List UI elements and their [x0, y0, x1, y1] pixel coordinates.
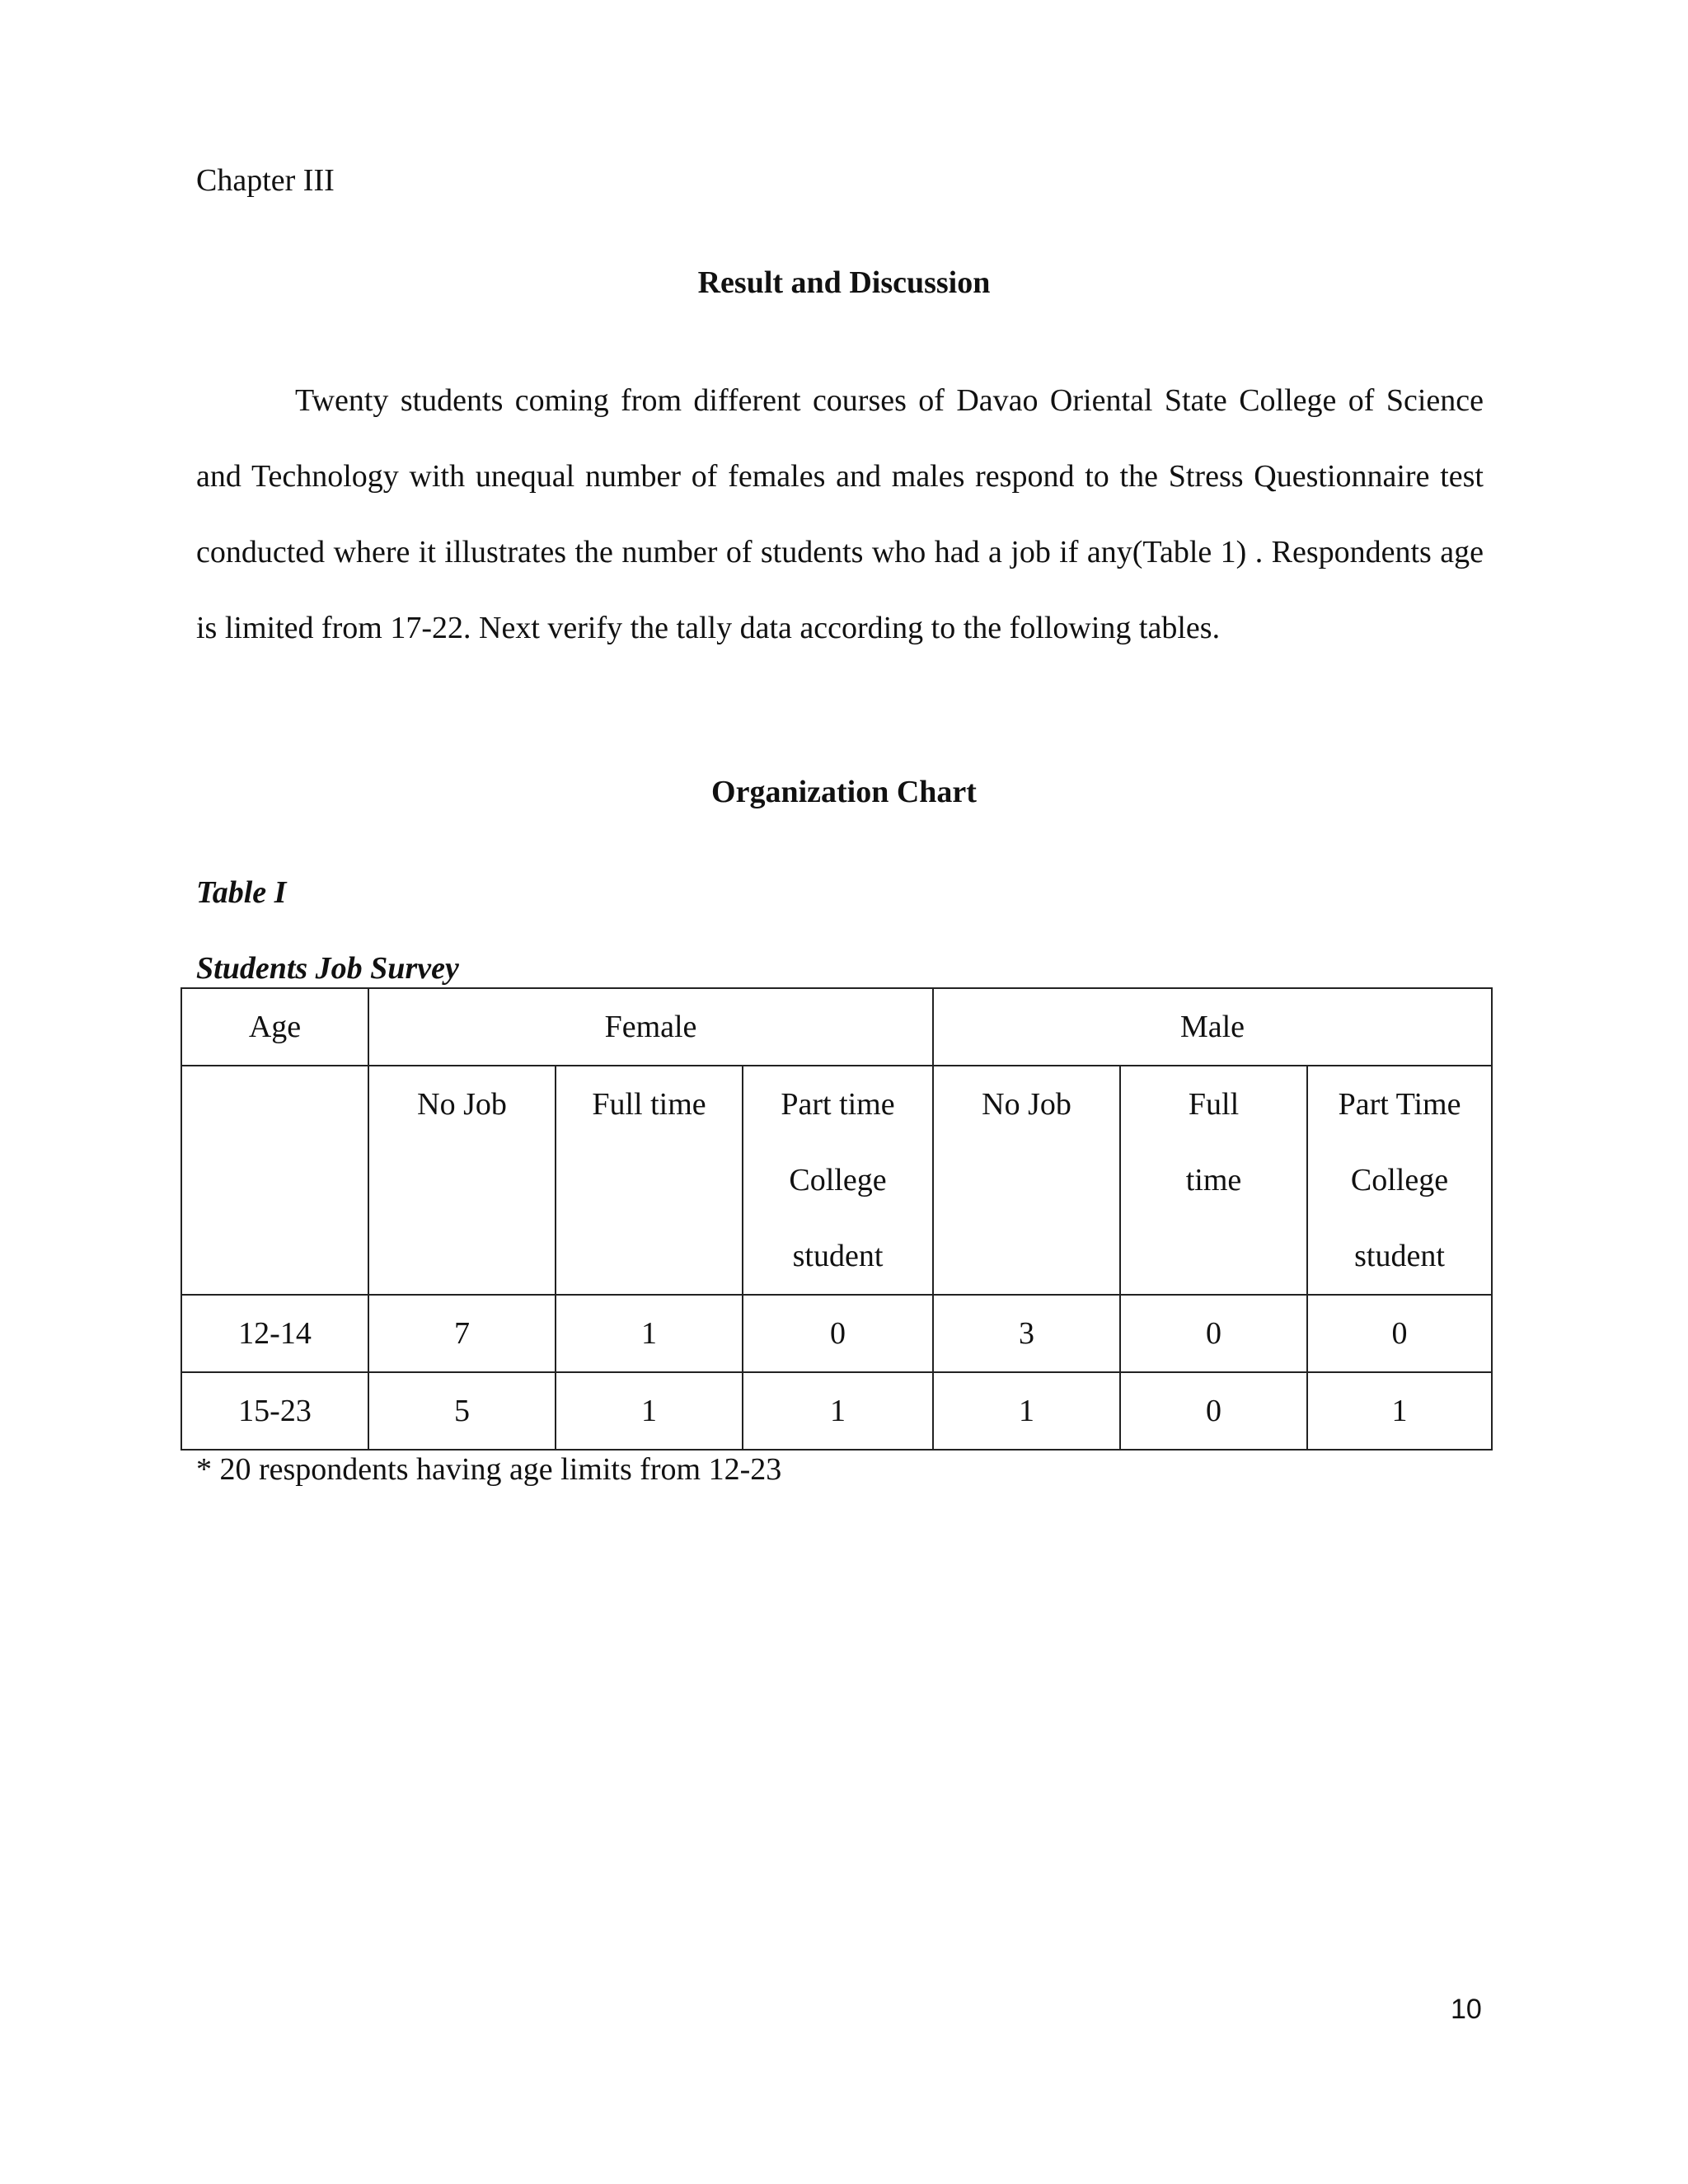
chart-heading: Organization Chart [711, 775, 977, 809]
section-heading: Result and Discussion [697, 265, 991, 300]
header-line: College [1350, 1163, 1449, 1197]
age-header: Age [181, 988, 368, 1066]
header-line: student [1354, 1239, 1445, 1273]
table-cell: 5 [368, 1372, 556, 1450]
header-line: Part time [781, 1087, 895, 1122]
header-line: No Job [982, 1087, 1071, 1122]
table-header-row [181, 988, 1492, 1066]
table-cell: 0 [1307, 1295, 1492, 1372]
header-line: Part Time [1338, 1087, 1461, 1122]
table-cell: 1 [743, 1372, 933, 1450]
page-number: 10 [1451, 1994, 1482, 2025]
table-cell: 1 [556, 1295, 743, 1372]
header-line: College [789, 1163, 887, 1197]
age-cell: 12-14 [181, 1295, 368, 1372]
age-cell: 15-23 [181, 1372, 368, 1450]
table-cell: 0 [1120, 1372, 1307, 1450]
male-header: Male [933, 988, 1492, 1066]
body-paragraph: Twenty students coming from different courses of Davao Oriental State College of Science and Technology with unequal number of females and males respond to the Stress Questionnaire test conducted where it illustrates the number of students who had a job if any(Table 1) . Respondents age is limited from 17-22. Next verify the tally data according to the following tables. [196, 383, 1484, 645]
header-line: Full time [592, 1087, 706, 1122]
male-full-time-header [1120, 1066, 1307, 1295]
male-no-job-header [933, 1066, 1120, 1295]
female-no-job-header [368, 1066, 556, 1295]
female-header: Female [368, 988, 933, 1066]
table-footnote: * 20 respondents having age limits from 12-23 [196, 1452, 782, 1487]
table-subheader-row [181, 1066, 1492, 1295]
table-cell: 0 [743, 1295, 933, 1372]
header-line: student [792, 1239, 884, 1273]
table-number-label: Table I [196, 875, 287, 910]
job-survey-table [181, 987, 1493, 1451]
chapter-label: Chapter III [196, 163, 335, 198]
table-cell: 3 [933, 1295, 1120, 1372]
header-line: No Job [417, 1087, 507, 1122]
table-cell: 1 [933, 1372, 1120, 1450]
table-title: Students Job Survey [196, 951, 459, 986]
header-line: Full [1188, 1087, 1240, 1122]
header-line: time [1185, 1163, 1242, 1197]
table-cell: 7 [368, 1295, 556, 1372]
table-cell: 1 [556, 1372, 743, 1450]
male-part-time-header [1307, 1066, 1492, 1295]
table-row [181, 1295, 1492, 1372]
table-cell: 1 [1307, 1372, 1492, 1450]
table-row [181, 1372, 1492, 1450]
subheader-empty-cell [181, 1066, 368, 1295]
female-full-time-header [556, 1066, 743, 1295]
female-part-time-header [743, 1066, 933, 1295]
table-cell: 0 [1120, 1295, 1307, 1372]
